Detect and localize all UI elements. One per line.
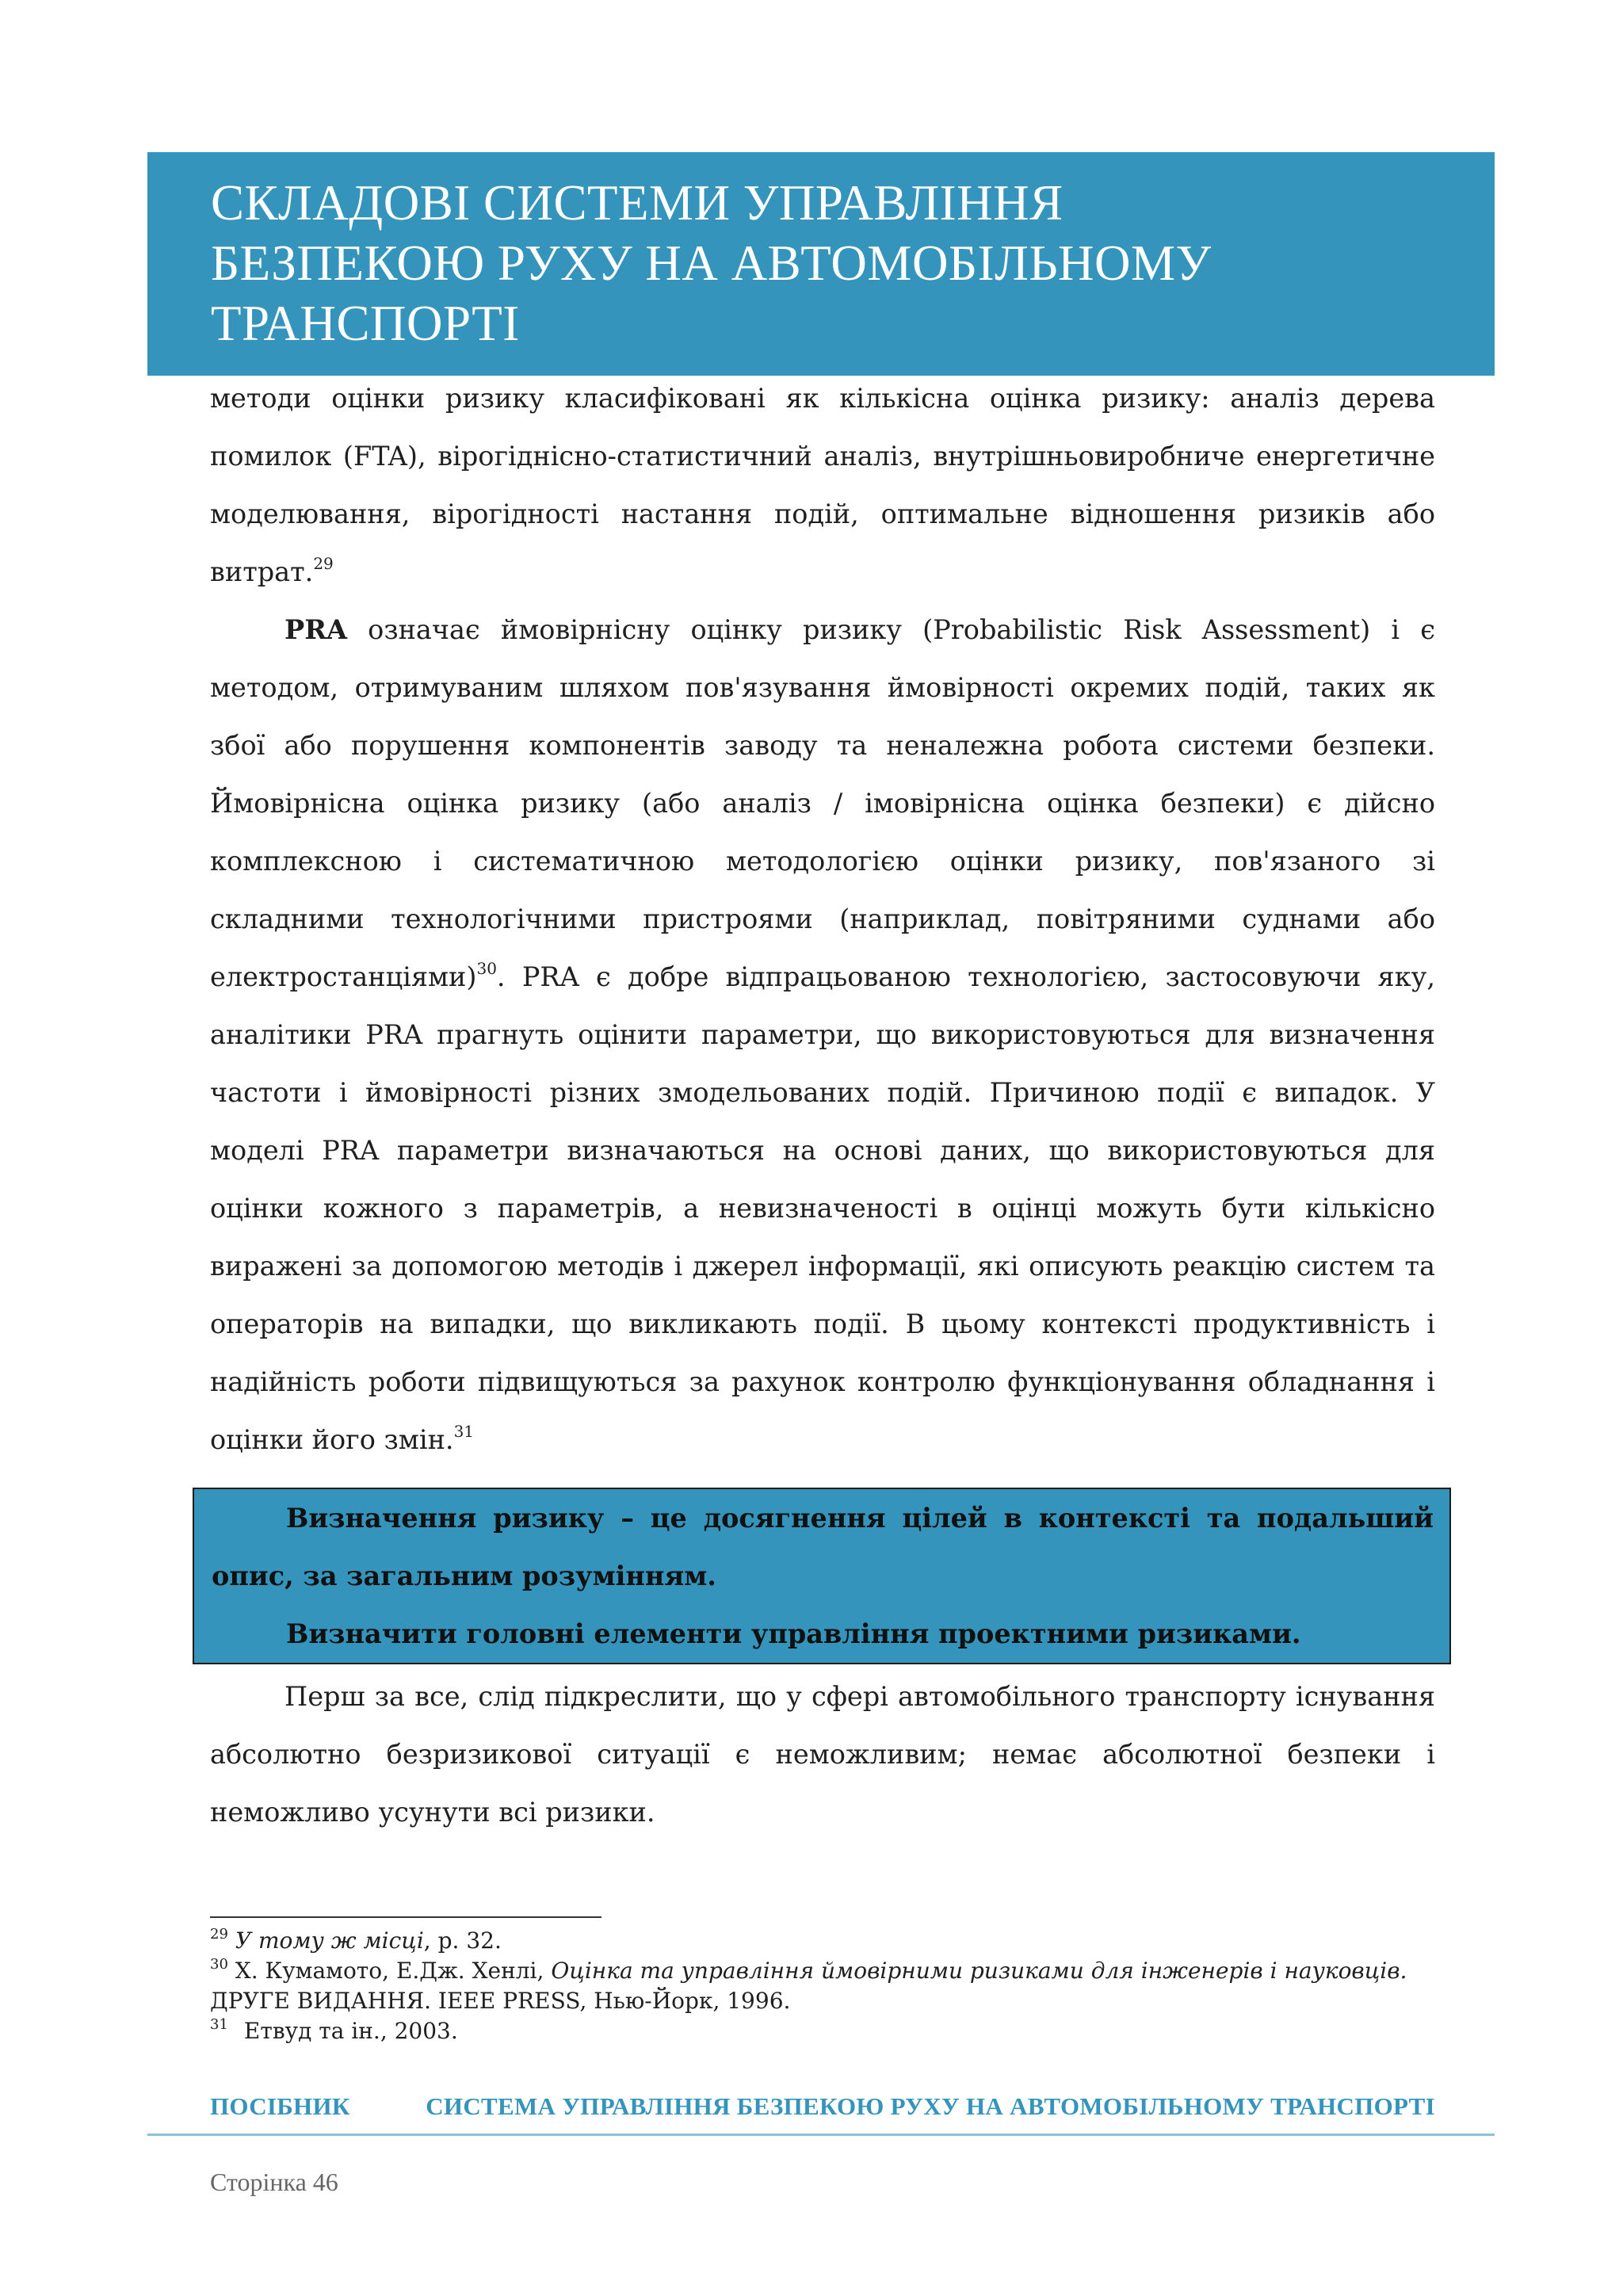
- chapter-title-line-2: БЕЗПЕКОЮ РУХУ НА АВТОМОБІЛЬНОМУ: [211, 235, 1212, 291]
- chapter-header: [147, 152, 1495, 376]
- footnote-29-number: 29: [210, 1926, 228, 1943]
- paragraph-2-text-b: . PRA є добре відпрацьованою технологією, застосовуючи яку, аналітики PRA прагнуть оцінити параметри, що використовуються для визначення частоти і ймовірності різних змодельованих подій. Причиною події є випадок. У моделі PRA параметри визначаються на основі даних, що використовуються для оцінки кожного з параметрів, а невизначеності в оцінці можуть бути кількісно виражені за допомогою методів і джерел інформації, які описують реакцію систем та операторів на випадки, що викликають події. В цьому контексті продуктивність і надійність роботи підвищуються за рахунок контролю функціонування обладнання і оцінки його змін.: [210, 961, 1435, 1455]
- footnote-30-authors: Х. Кумамото, Е.Дж. Хенлі,: [227, 1958, 552, 1984]
- paragraph-1-text: методи оцінки ризику класифіковані як кількісна оцінка ризику: аналіз дерева помилок (FTA), вірогіднісно-статистичний аналіз, внутрішньовиробниче енергетичне моделювання, вірогідності настання подій, оптимальне відношення ризиків або витрат.: [210, 383, 1435, 587]
- footnote-29-rest: , р. 32.: [423, 1927, 502, 1954]
- footnote-29: [210, 1926, 1435, 1956]
- paragraph-1: [210, 369, 1435, 601]
- highlight-task: Визначити головні елементи управління проектними ризиками.: [286, 1618, 1301, 1649]
- footnote-30-title: Оцінка та управління ймовірними ризиками для інженерів і науковців.: [551, 1958, 1407, 1984]
- footnote-30: [210, 1956, 1435, 2016]
- footnote-29-italic: У тому ж місці: [235, 1927, 424, 1954]
- chapter-title: [211, 173, 1431, 353]
- footnote-separator: [210, 1916, 601, 1918]
- footnote-30-rest: ДРУГЕ ВИДАННЯ. IEEE PRESS, Нью-Йорк, 1996.: [210, 1988, 791, 2014]
- body-text: [210, 369, 1435, 1841]
- page-number: Сторінка 46: [210, 2168, 338, 2196]
- footnote-31-text: Етвуд та ін., 2003.: [243, 2018, 458, 2044]
- paragraph-3: Перш за все, слід підкреслити, що у сфері автомобільного транспорту існування абсолютно безризикової ситуації є неможливим; немає абсолютної безпеки і неможливо усунути всі ризики.: [210, 1681, 1435, 1828]
- footnote-ref-31[interactable]: 31: [453, 1422, 475, 1441]
- highlight-box: [193, 1488, 1451, 1664]
- chapter-title-line-1: СКЛАДОВІ СИСТЕМИ УПРАВЛІННЯ: [211, 175, 1064, 231]
- footer-left-label: ПОСІБНИК: [210, 2092, 350, 2120]
- footnote-30-number: 30: [210, 1956, 228, 1973]
- chapter-title-line-3: ТРАНСПОРТІ: [211, 296, 520, 351]
- footnotes: [210, 1926, 1435, 2046]
- paragraph-2: [210, 601, 1435, 1469]
- footnote-31: [210, 2016, 1435, 2046]
- footnote-ref-30[interactable]: 30: [476, 959, 497, 978]
- footnote-ref-29[interactable]: 29: [313, 554, 334, 573]
- pra-term: PRA: [285, 614, 348, 645]
- paragraph-2-text-a: означає ймовірнісну оцінку ризику (Probabilistic Risk Assessment) і є методом, отримуваним шляхом пов'язування ймовірності окремих подій, таких як збої або порушення компонентів заводу та неналежна робота системи безпеки. Ймовірнісна оцінка ризику (або аналіз / імовірнісна оцінка безпеки) є дійсно комплексною і систематичною методологією оцінки ризику, пов'язаного зі складними технологічними пристроями (наприклад, повітряними суднами або електростанціями): [210, 614, 1435, 992]
- footnote-31-number: 31: [210, 2016, 228, 2033]
- highlight-definition: Визначення ризику – це досягнення цілей в контексті та подальший опис, за загальним розумінням.: [212, 1503, 1434, 1591]
- footer-rule: [147, 2134, 1495, 2136]
- footer-right-label: СИСТЕМА УПРАВЛІННЯ БЕЗПЕКОЮ РУХУ НА АВТОМОБІЛЬНОМУ ТРАНСПОРТІ: [426, 2092, 1435, 2120]
- page-footer: [210, 2092, 1435, 2121]
